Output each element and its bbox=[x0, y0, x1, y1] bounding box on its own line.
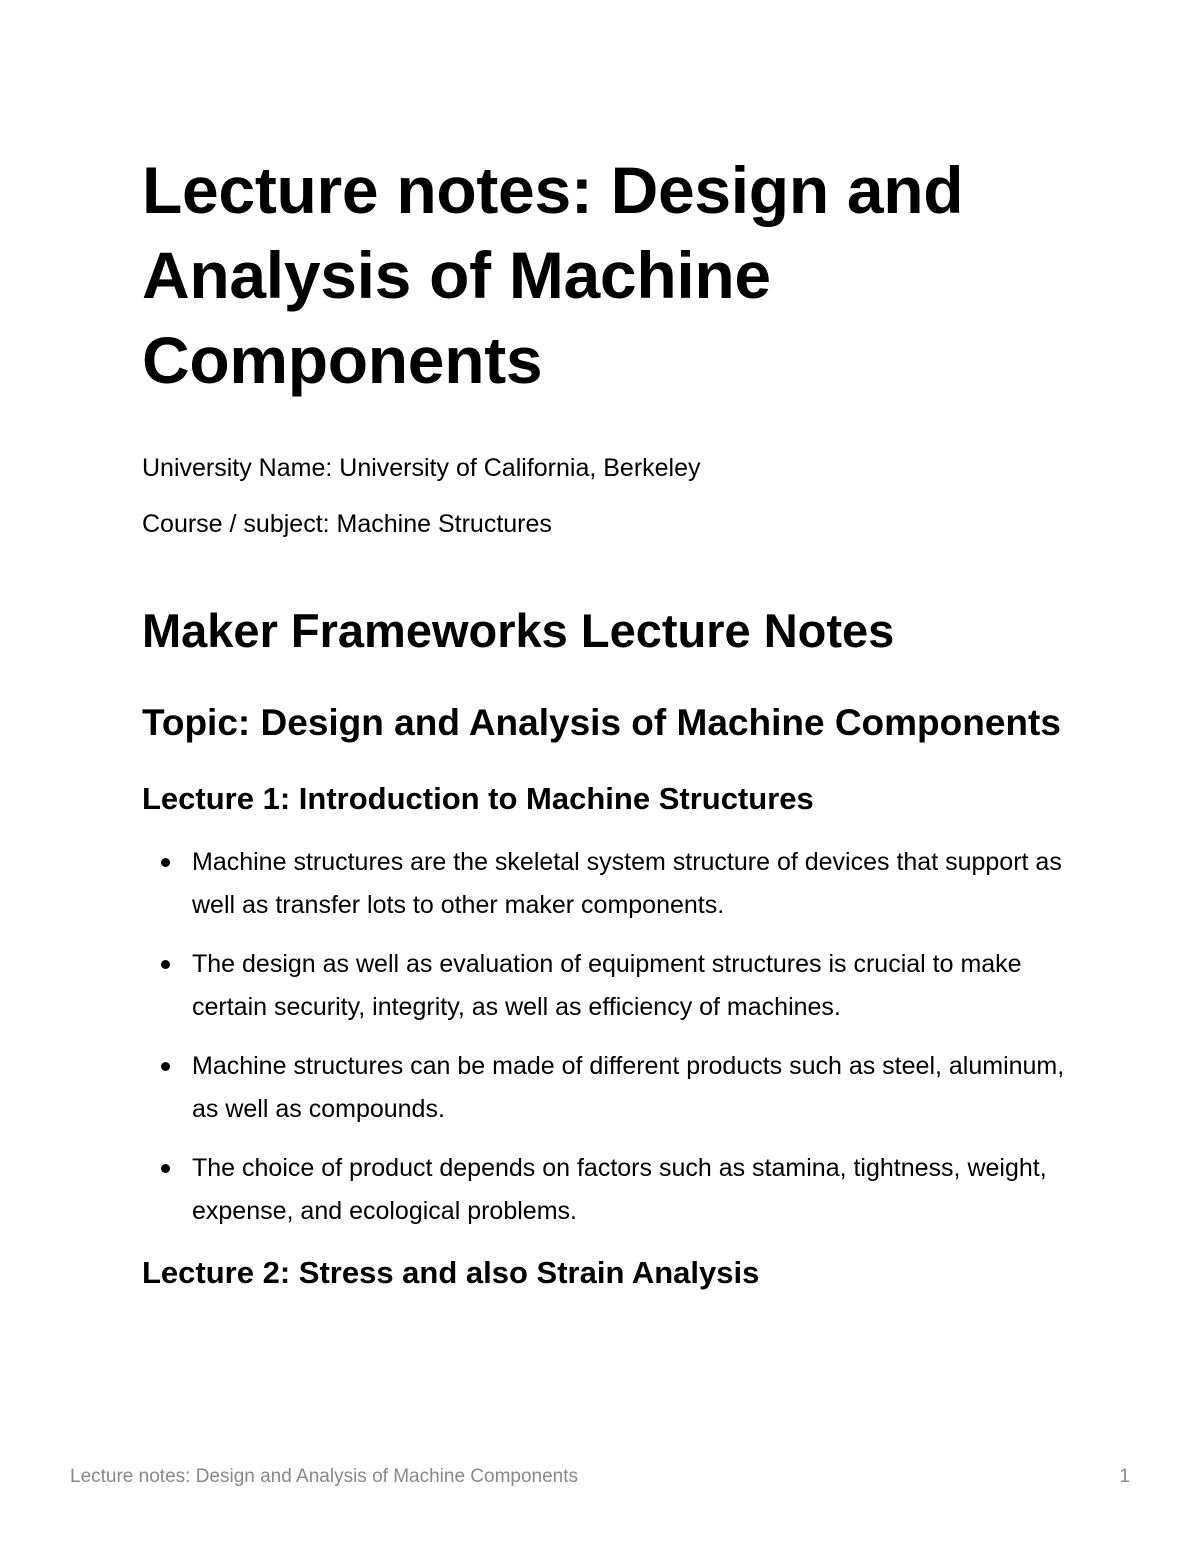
list-item bbox=[142, 841, 1072, 927]
document-title: Lecture notes: Design and Analysis of Machine Components bbox=[142, 153, 964, 397]
university-line: University Name: University of California, Berkeley bbox=[142, 454, 701, 482]
list-item-text: Machine structures can be made of different products such as steel, aluminum, as well as compounds. bbox=[192, 1052, 1065, 1123]
page-content bbox=[142, 148, 1072, 1293]
list-item-text: The design as well as evaluation of equipment structures is crucial to make certain security, integrity, as well as efficiency of machines. bbox=[192, 950, 1022, 1021]
list-item bbox=[142, 1147, 1072, 1233]
lecture-1-bullet-list bbox=[142, 841, 1072, 1233]
bullet-icon bbox=[161, 1062, 170, 1071]
list-item-text: Machine structures are the skeletal system structure of devices that support as well as transfer lots to other maker components. bbox=[192, 848, 1062, 919]
bullet-icon bbox=[161, 960, 170, 969]
course-line: Course / subject: Machine Structures bbox=[142, 510, 552, 538]
section-heading: Maker Frameworks Lecture Notes bbox=[142, 604, 895, 657]
topic-heading: Topic: Design and Analysis of Machine Components bbox=[142, 702, 1061, 743]
bullet-icon bbox=[161, 1164, 170, 1173]
lecture-2-heading: Lecture 2: Stress and also Strain Analysis bbox=[142, 1255, 760, 1290]
list-item bbox=[142, 943, 1072, 1029]
page-number: 1 bbox=[1119, 1466, 1130, 1487]
list-item bbox=[142, 1045, 1072, 1131]
footer-title: Lecture notes: Design and Analysis of Machine Components bbox=[70, 1466, 579, 1487]
list-item-text: The choice of product depends on factors such as stamina, tightness, weight, expense, and ecological problems. bbox=[192, 1154, 1047, 1225]
lecture-1-heading: Lecture 1: Introduction to Machine Structures bbox=[142, 781, 814, 816]
bullet-icon bbox=[161, 858, 170, 867]
